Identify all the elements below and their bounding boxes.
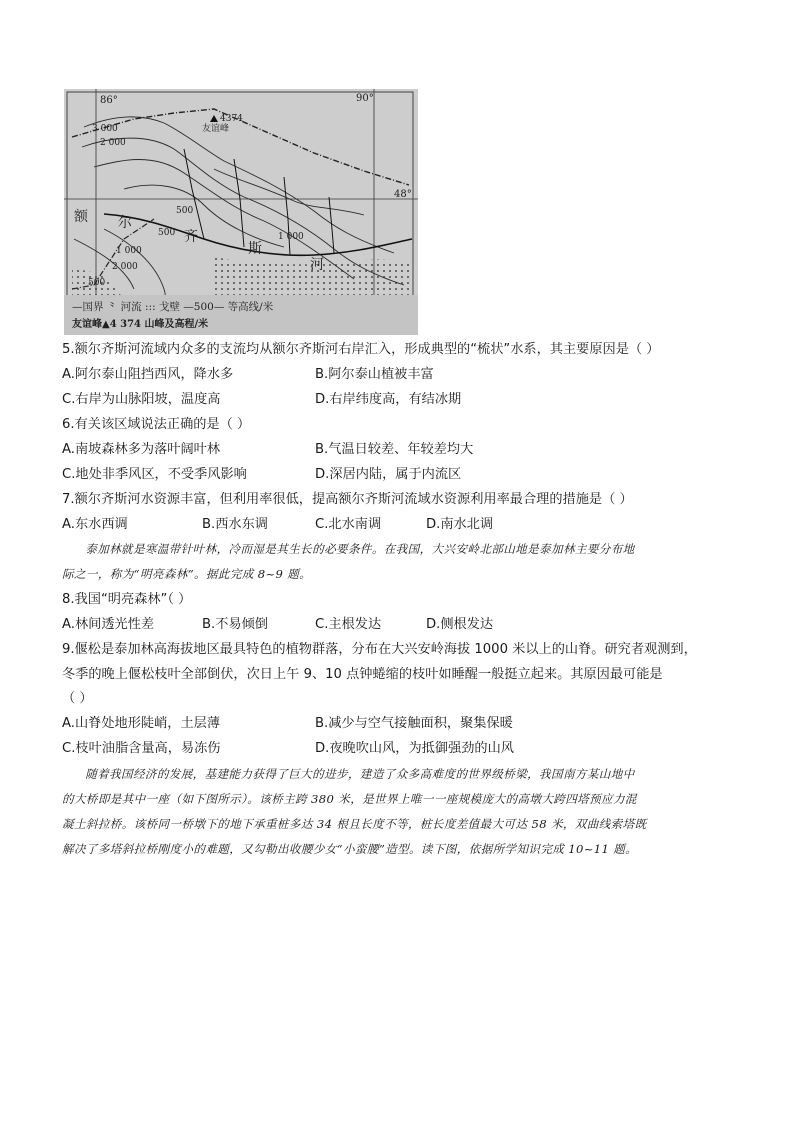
- question-6-stem: 6.有关该区域说法正确的是（ ）: [62, 417, 251, 432]
- river-name-char: 斯: [248, 241, 262, 257]
- question-6-option-b[interactable]: B.气温日较差、年较差均大: [315, 442, 474, 457]
- contour-label: 1 000: [278, 232, 304, 242]
- river-name-char: 额: [74, 209, 88, 225]
- contour-line: [84, 117, 394, 253]
- question-7-stem: 7.额尔齐斯河水资源丰富，但利用率很低，提高额尔齐斯河流域水资源利用率最合理的措施是（ ）: [62, 492, 633, 507]
- question-8-option-d[interactable]: D.侧根发达: [426, 617, 494, 632]
- question-7-option-c[interactable]: C.北水南调: [315, 517, 382, 532]
- river-basin-map: [64, 89, 418, 335]
- question-8-option-a[interactable]: A.林间透光性差: [62, 617, 155, 632]
- question-6-option-c[interactable]: C.地处非季风区，不受季风影响: [62, 467, 247, 482]
- contour-label: 500: [176, 206, 194, 216]
- question-9-stem-line-2: 冬季的晚上偃松枝叶全部倒伏，次日上午 9、10 点钟蜷缩的枝叶如睡醒一般挺立起来。其原因最可能是: [62, 667, 663, 682]
- passage-line: 的大桥即是其中一座（如下图所示）。该桥主跨 380 米，是世界上唯一一座规模庞大的高墩大跨四塔预应力混: [62, 792, 637, 806]
- contour-label: 500: [158, 228, 176, 238]
- contour-label: 500: [88, 278, 106, 288]
- contour-label: 2 000: [100, 138, 126, 148]
- reading-passage-bridge: [62, 762, 738, 862]
- question-9-stem-line-1: 9.偃松是泰加林高海拔地区最具特色的植物群落，分布在大兴安岭海拔 1000 米以上的山脊。研究者观测到，: [62, 642, 697, 657]
- lon-86-label: 86°: [100, 95, 118, 106]
- lat-48-label: 48°: [394, 189, 412, 200]
- question-8-option-b[interactable]: B.不易倾倒: [202, 617, 268, 632]
- question-7-option-b[interactable]: B.西水东调: [202, 517, 268, 532]
- passage-line: 解决了多塔斜拉桥刚度小的难题，又勾勒出收腰少女“小蛮腰”造型。读下图，依据所学知识完成 10~11 题。: [62, 842, 638, 856]
- legend-line-2: 友谊峰▲4 374 山峰及高程/米: [72, 319, 209, 330]
- question-6-option-a[interactable]: A.南坡森林多为落叶阔叶林: [62, 442, 221, 457]
- river-name-char: 齐: [184, 229, 198, 245]
- question-8-option-c[interactable]: C.主根发达: [315, 617, 382, 632]
- passage-line: 际之一，称为“明亮森林”。据此完成 8~9 题。: [62, 567, 312, 581]
- question-8-stem: 8.我国“明亮森林”（ ）: [62, 592, 192, 607]
- contour-label: 2 000: [112, 262, 138, 272]
- question-9-option-b[interactable]: B.减少与空气接触面积，聚集保暖: [315, 716, 513, 731]
- map-svg: [64, 89, 418, 335]
- question-9-option-c[interactable]: C.枝叶油脂含量高，易冻伤: [62, 741, 221, 756]
- question-5-option-b[interactable]: B.阿尔泰山植被丰富: [315, 367, 434, 382]
- question-5-option-c[interactable]: C.右岸为山脉阳坡，温度高: [62, 392, 221, 407]
- peak-marker: [210, 115, 218, 122]
- passage-line: 凝土斜拉桥。该桥同一桥墩下的地下承重桩多达 34 根且长度不等，桩长度差值最大可达 58 米，双曲线索塔既: [62, 817, 647, 831]
- question-5-option-d[interactable]: D.右岸纬度高，有结冰期: [315, 392, 462, 407]
- question-6-option-d[interactable]: D.深居内陆，属于内流区: [315, 467, 462, 482]
- question-9-stem-line-3: （ ）: [62, 691, 93, 706]
- contour-label: 1 000: [116, 246, 142, 256]
- river-name-char: 尔: [118, 215, 132, 231]
- passage-line: 泰加林就是寒温带针叶林，冷而湿是其生长的必要条件。在我国，大兴安岭北部山地是泰加林主要分布地: [85, 542, 635, 556]
- question-9-option-d[interactable]: D.夜晚吹山风，为抵御强劲的山风: [315, 741, 514, 756]
- tributary: [184, 149, 204, 239]
- peak-height-label: 4374: [220, 114, 243, 124]
- question-7-option-a[interactable]: A.东水西调: [62, 517, 128, 532]
- lon-90-label: 90°: [356, 93, 374, 104]
- legend-line-1: —国界 ⺀ 河流 ::: 戈壁 —500— 等高线/米: [72, 301, 274, 313]
- peak-name-label: 友谊峰: [202, 124, 230, 134]
- question-7-option-d[interactable]: D.南水北调: [426, 517, 494, 532]
- reading-passage-taiga: [62, 537, 738, 587]
- river-name-char: 河: [310, 257, 324, 273]
- tributary: [234, 159, 244, 247]
- passage-line: 随着我国经济的发展，基建能力获得了巨大的进步，建造了众多高难度的世界级桥梁，我国南方某山地中: [85, 767, 635, 781]
- contour-label: 3 000: [92, 124, 118, 134]
- question-5-option-a[interactable]: A.阿尔泰山阻挡西风，降水多: [62, 367, 234, 382]
- question-5-stem: 5.额尔齐斯河流域内众多的支流均从额尔齐斯河右岸汇入，形成典型的“梳状”水系，其主要原因是（ ）: [62, 342, 660, 357]
- question-9-option-a[interactable]: A.山脊处地形陡峭，土层薄: [62, 716, 221, 731]
